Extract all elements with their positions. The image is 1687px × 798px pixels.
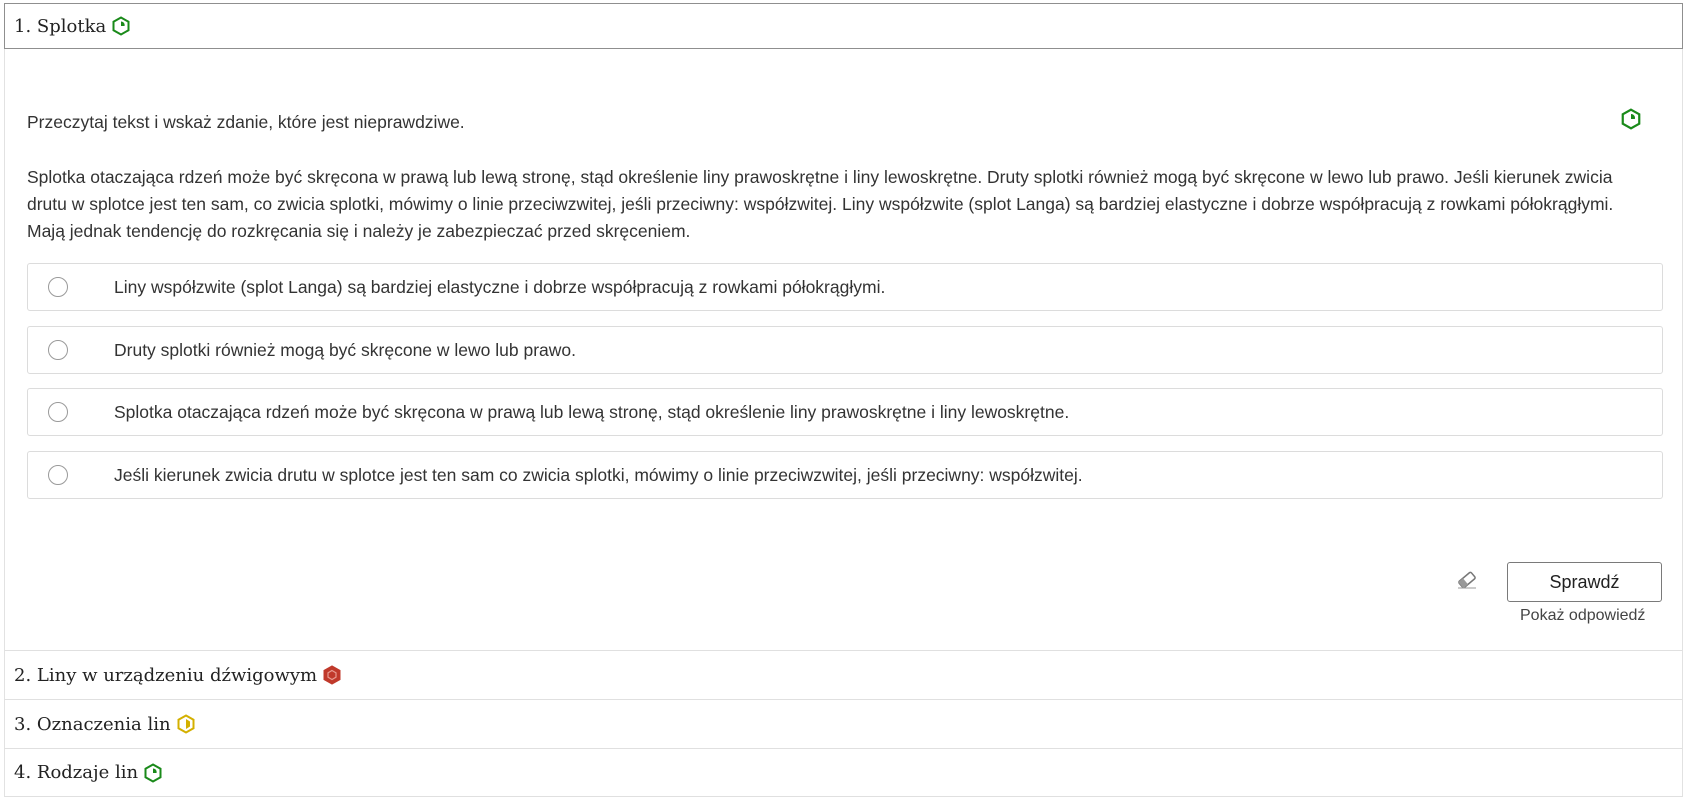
answer-option[interactable] bbox=[27, 451, 1663, 499]
hexagon-arrow-icon bbox=[111, 16, 131, 36]
answer-option[interactable] bbox=[27, 326, 1663, 374]
radio-button[interactable] bbox=[48, 402, 68, 422]
hexagon-arrow-icon bbox=[1620, 108, 1642, 135]
answer-option-label: Splotka otaczająca rdzeń może być skręcona w prawą lub lewą stronę, stąd określenie liny prawoskrętne i liny lewoskrętne. bbox=[114, 401, 1070, 422]
answer-option-label: Druty splotki również mogą być skręcone w lewo lub prawo. bbox=[114, 339, 576, 360]
section-2-header[interactable] bbox=[4, 650, 1683, 699]
eraser-icon[interactable] bbox=[1455, 569, 1479, 596]
hexagon-filled-icon bbox=[322, 665, 342, 685]
section-title: 4. Rodzaje lin bbox=[14, 762, 139, 783]
answer-option-label: Liny współzwite (splot Langa) są bardziej elastyczne i dobrze współpracują z rowkami półokrągłymi. bbox=[114, 276, 886, 297]
radio-button[interactable] bbox=[48, 277, 68, 297]
exercise-passage: Splotka otaczająca rdzeń może być skręcona w prawą lub lewą stronę, stąd określenie liny prawoskrętne i liny lewoskrętne. Druty splotki również mogą być skręcone w lewo lub prawo. Jeśli kierunek zwicia drutu w splotce jest ten sam, co zwicia splotki, mówimy o linie przeciwzwitej, jeśli przeciwny: współzwitej. Liny współzwite (splot Langa) są bardziej elastyczne i dobrze współpracują z rowkami półokrągłymi. Mają jednak tendencję do rozkręcania się i należy je zabezpieczać przed skręceniem. bbox=[27, 167, 1614, 241]
radio-button[interactable] bbox=[48, 340, 68, 360]
hexagon-arrow-icon bbox=[143, 763, 163, 783]
section-title: 1. Splotka bbox=[14, 15, 107, 37]
radio-button[interactable] bbox=[48, 465, 68, 485]
exercise-instruction: Przeczytaj tekst i wskaż zdanie, które jest nieprawdziwe. bbox=[27, 112, 465, 132]
check-button[interactable]: Sprawdź bbox=[1507, 562, 1662, 602]
answer-option-label: Jeśli kierunek zwicia drutu w splotce jest ten sam co zwicia splotki, mówimy o linie przeciwzwitej, jeśli przeciwny: współzwitej. bbox=[114, 464, 1083, 485]
section-4-header[interactable] bbox=[4, 748, 1683, 797]
section-1-header[interactable] bbox=[4, 3, 1683, 49]
show-answer-link[interactable]: Pokaż odpowiedź bbox=[1520, 607, 1646, 624]
hexagon-half-icon bbox=[176, 714, 196, 734]
answer-option[interactable] bbox=[27, 388, 1663, 436]
section-title: 2. Liny w urządzeniu dźwigowym bbox=[14, 664, 318, 686]
section-title: 3. Oznaczenia lin bbox=[14, 713, 171, 735]
section-1-content bbox=[4, 49, 1683, 650]
section-3-header[interactable] bbox=[4, 699, 1683, 748]
answer-option[interactable] bbox=[27, 263, 1663, 311]
